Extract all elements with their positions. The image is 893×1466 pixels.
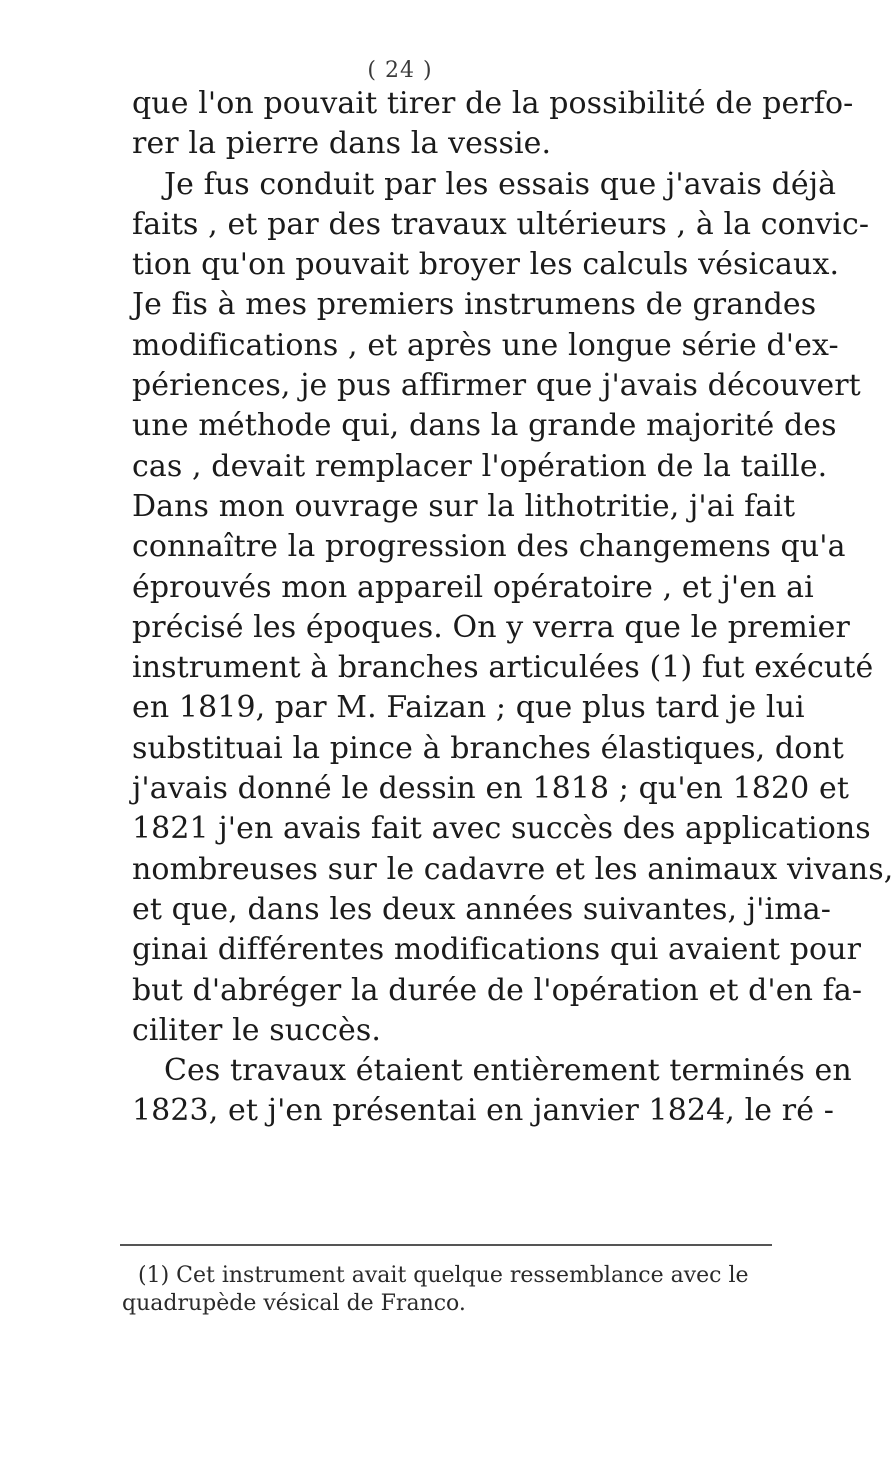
text-line: Ces travaux étaient entièrement terminés en xyxy=(164,1053,852,1089)
text-line: tion qu'on pouvait broyer les calculs vésicaux. xyxy=(132,247,840,283)
text-line: faits , et par des travaux ultérieurs , à la convic- xyxy=(132,206,870,242)
text-line: en 1819, par M. Faizan ; que plus tard je lui xyxy=(132,690,805,726)
text-line: but d'abréger la durée de l'opération et d'en fa- xyxy=(132,972,863,1008)
text-line: ginai différentes modifications qui avaient pour xyxy=(132,932,862,968)
text-line: que l'on pouvait tirer de la possibilité de perfo- xyxy=(132,86,854,121)
text-line: une méthode qui, dans la grande majorité des xyxy=(132,408,837,444)
text-line: Je fis à mes premiers instrumens de grandes xyxy=(132,287,817,323)
text-line: cas , devait remplacer l'opération de la taille. xyxy=(132,448,828,484)
text-line: connaître la progression des changemens qu'a xyxy=(132,529,846,565)
text-line: substituai la pince à branches élastiques, dont xyxy=(132,730,844,766)
text-line: instrument à branches articulées (1) fut exécuté xyxy=(132,650,874,686)
footnote-divider xyxy=(120,1244,772,1246)
footnote xyxy=(122,1262,772,1318)
page-number: ( 24 ) xyxy=(367,58,433,83)
text-line: précisé les époques. On y verra que le premier xyxy=(132,609,850,645)
text-line: périences, je pus affirmer que j'avais découvert xyxy=(132,368,861,404)
text-line: modifications , et après une longue série d'ex- xyxy=(132,327,839,363)
body-text xyxy=(132,84,893,1132)
text-line: j'avais donné le dessin en 1818 ; qu'en 1820 et xyxy=(132,771,849,807)
text-line: Dans mon ouvrage sur la lithotritie, j'ai fait xyxy=(132,488,796,524)
footnote-line: (1) Cet instrument avait quelque ressemblance avec le xyxy=(138,1263,749,1288)
text-line: Je fus conduit par les essais que j'avais déjà xyxy=(164,166,837,202)
text-line: rer la pierre dans la vessie. xyxy=(132,126,552,162)
text-line: ciliter le succès. xyxy=(132,1012,381,1048)
text-line: éprouvés mon appareil opératoire , et j'en ai xyxy=(132,569,814,605)
text-line: et que, dans les deux années suivantes, j'ima- xyxy=(132,891,831,927)
text-line: 1823, et j'en présentai en janvier 1824, le ré - xyxy=(132,1093,834,1129)
text-line: 1821 j'en avais fait avec succès des applications xyxy=(132,811,871,847)
footnote-line: quadrupède vésical de Franco. xyxy=(122,1291,466,1316)
text-line: nombreuses sur le cadavre et les animaux vivans, xyxy=(132,851,893,887)
